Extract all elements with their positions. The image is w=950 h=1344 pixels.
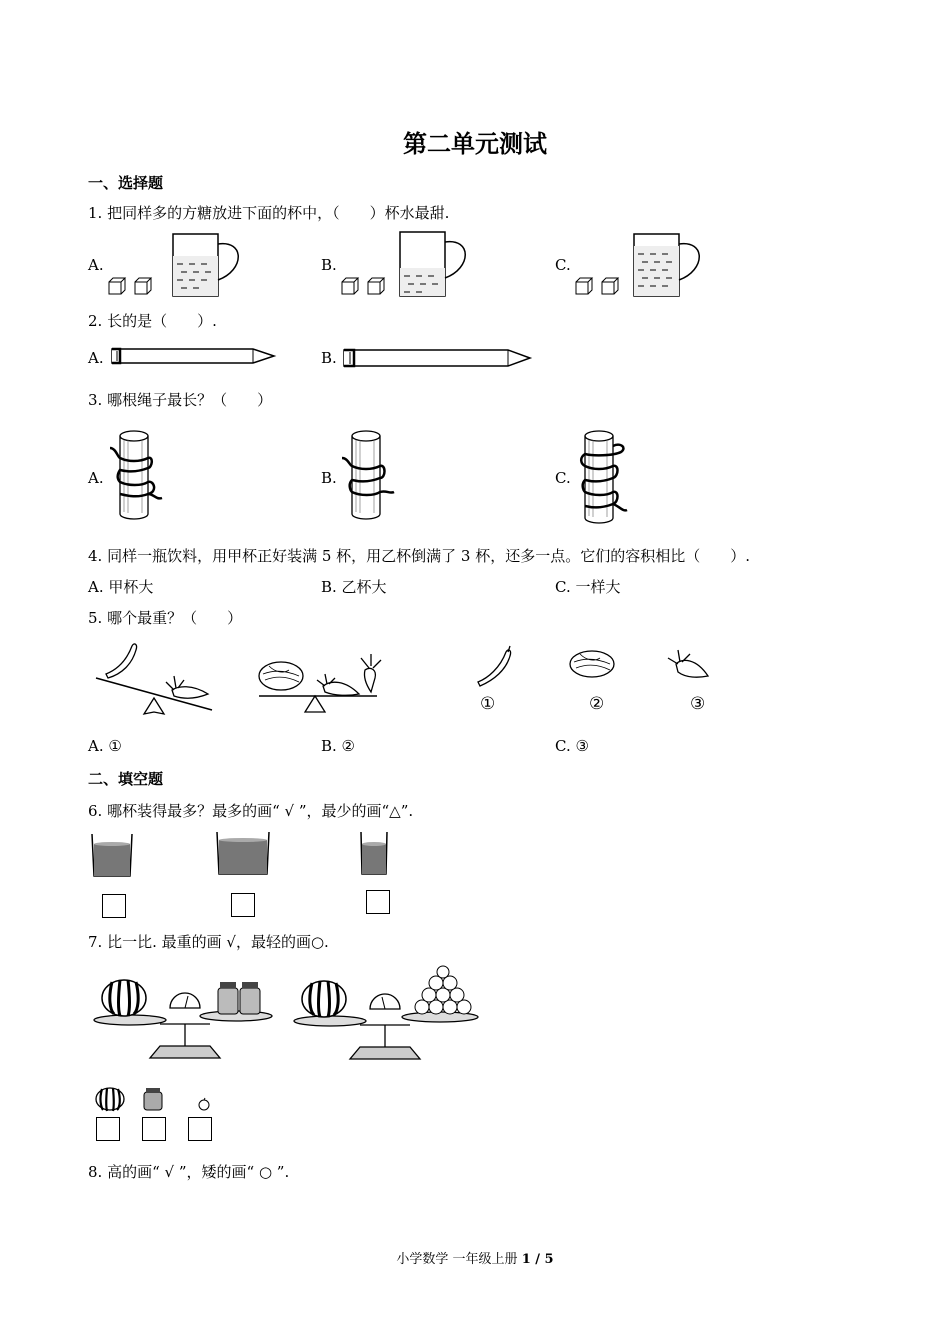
glass-wide-image: [213, 828, 273, 878]
q5-option-c: C. ③: [555, 737, 589, 755]
watermelon-icon: [102, 980, 146, 1016]
short-pencil-image: [108, 345, 278, 367]
answer-box-jar[interactable]: [142, 1117, 166, 1141]
oranges-icon: [415, 966, 471, 1014]
watermelon-icon: [302, 981, 346, 1017]
jars-icon: [218, 982, 260, 1014]
carrot-icon: [664, 646, 712, 684]
section-heading-choice: 一、选择题: [88, 174, 164, 192]
answer-box-glass-2[interactable]: [231, 893, 255, 917]
q5-option-a: A. ①: [88, 737, 122, 755]
answer-box-orange[interactable]: [188, 1117, 212, 1141]
question-4: 4. 同样一瓶饮料，用甲杯正好装满 5 杯，用乙杯倒满了 3 杯，还多一点。它们的容积相比（ ）.: [88, 547, 751, 565]
q4-option-a: A. 甲杯大: [88, 578, 154, 596]
watermelon-icon: [93, 1085, 127, 1113]
cup-b-image: [338, 230, 478, 300]
answer-box-glass-3[interactable]: [366, 890, 390, 914]
q4-option-c: C. 一样大: [555, 578, 621, 596]
item-number-2: ②: [589, 694, 605, 714]
q1-option-c-label: C.: [555, 256, 571, 274]
item-number-3: ③: [690, 694, 706, 714]
q1-option-a-label: A.: [88, 256, 104, 274]
page-number: 1 / 5: [521, 1252, 554, 1267]
jar-icon: [141, 1086, 165, 1112]
orange-icon: [196, 1096, 212, 1112]
q2-option-a-label: A.: [88, 349, 104, 367]
seesaw-cabbage-carrots-image: [255, 640, 385, 716]
q3-option-c-label: C.: [555, 469, 571, 487]
q2-option-b-label: B.: [321, 349, 337, 367]
long-pencil-image: [340, 345, 535, 369]
rope-c-image: [573, 428, 633, 526]
sugar-cubes-icon: [342, 278, 384, 294]
carrot-icon: [172, 687, 208, 698]
scale-watermelon-jars-image: [90, 968, 280, 1064]
seesaw-pepper-carrot-image: [92, 640, 217, 716]
footer-text: 小学数学 一年级上册: [396, 1252, 522, 1267]
answer-box-watermelon[interactable]: [96, 1117, 120, 1141]
cabbage-icon: [566, 648, 620, 682]
q4-option-b: B. 乙杯大: [321, 578, 387, 596]
page-title: 第二单元测试: [403, 129, 547, 158]
item-number-1: ①: [480, 694, 496, 714]
scale-watermelon-oranges-image: [290, 965, 485, 1065]
q1-option-b-label: B.: [321, 256, 337, 274]
question-5: 5. 哪个最重？（ ）: [88, 609, 243, 627]
question-3: 3. 哪根绳子最长？（ ）: [88, 391, 273, 409]
carrot-icon: [323, 682, 359, 695]
cup-a-image: [105, 230, 245, 300]
sugar-cubes-icon: [109, 278, 151, 294]
sugar-cubes-icon: [576, 278, 618, 294]
q3-option-b-label: B.: [321, 469, 337, 487]
rope-a-image: [108, 428, 168, 522]
question-8: 8. 高的画“ √ ”，矮的画“ ○ ”.: [88, 1163, 290, 1181]
question-1: 1. 把同样多的方糖放进下面的杯中，（ ）杯水最甜.: [88, 204, 450, 222]
question-6: 6. 哪杯装得最多？最多的画“ √ ”，最少的画“△”.: [88, 802, 414, 820]
section-heading-fill: 二、填空题: [88, 770, 164, 788]
page-footer: [0, 1248, 950, 1267]
answer-box-glass-1[interactable]: [102, 894, 126, 918]
pepper-icon: [474, 644, 516, 688]
glass-medium-image: [88, 830, 136, 880]
pepper-icon: [106, 644, 137, 678]
cup-c-image: [572, 230, 712, 300]
question-2: 2. 长的是（ ）.: [88, 312, 217, 330]
glass-narrow-image: [357, 828, 391, 878]
question-7: 7. 比一比. 最重的画 √，最轻的画○.: [88, 933, 329, 951]
carrot-icon: [364, 668, 375, 692]
q5-option-b: B. ②: [321, 737, 356, 755]
q3-option-a-label: A.: [88, 469, 104, 487]
cabbage-icon: [259, 662, 303, 690]
rope-b-image: [340, 428, 400, 522]
